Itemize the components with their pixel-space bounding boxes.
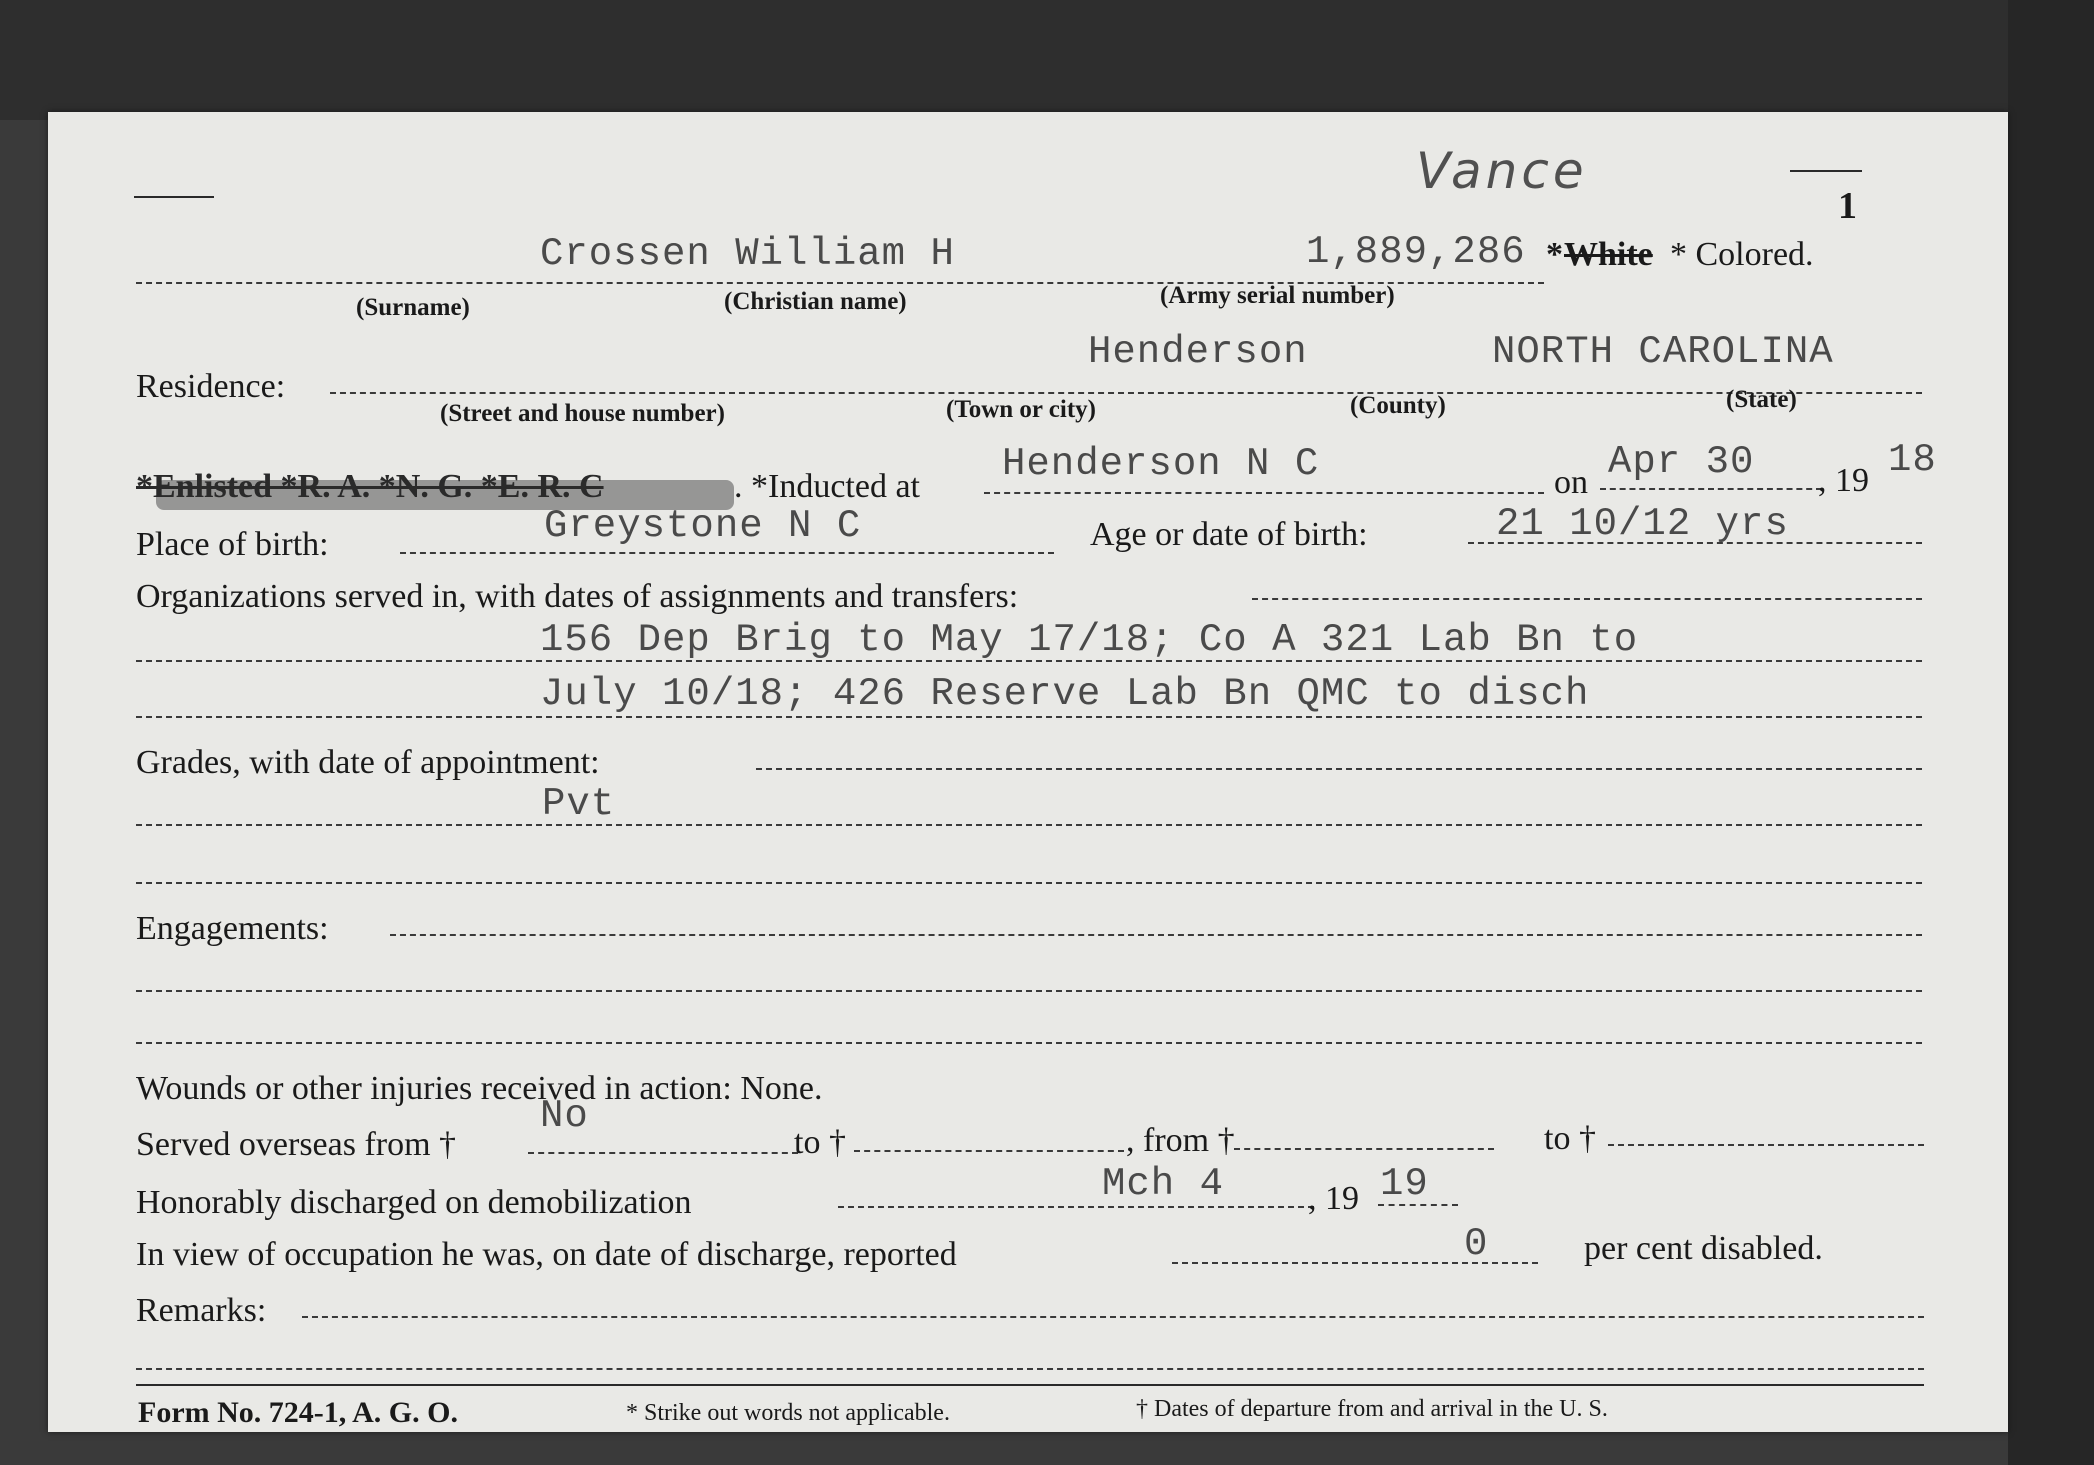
induction-year: 18 — [1888, 438, 1937, 482]
overseas-to2-line — [1608, 1144, 1924, 1146]
discharge-date-line — [838, 1206, 1314, 1208]
scan-background-right — [2008, 0, 2094, 1465]
disability-label: In view of occupation he was, on date of discharge, reported — [136, 1236, 957, 1273]
footer-note-dates: † Dates of departure from and arrival in the U. S. — [1136, 1396, 1608, 1422]
inducted-value: Henderson N C — [1002, 442, 1320, 486]
inducted-line — [984, 492, 1544, 494]
serial-caption: (Army serial number) — [1160, 282, 1395, 309]
overseas-to-1: to † — [794, 1124, 846, 1161]
remarks-label: Remarks: — [136, 1292, 267, 1329]
organizations-line-2: July 10/18; 426 Reserve Lab Bn QMC to disch — [540, 672, 1590, 716]
grades-rule-2 — [136, 882, 1922, 884]
grades-label: Grades, with date of appointment: — [136, 744, 600, 781]
disability-line — [1172, 1262, 1538, 1264]
discharge-label: Honorably discharged on demobilization — [136, 1184, 692, 1221]
organizations-rule-1 — [136, 660, 1922, 662]
place-of-birth-label: Place of birth: — [136, 526, 329, 563]
disability-value: 0 — [1464, 1222, 1489, 1266]
organizations-label: Organizations served in, with dates of assignments and transfers: — [136, 578, 1019, 615]
on-label: on — [1554, 464, 1588, 501]
race-white-struck: White — [1564, 236, 1653, 273]
service-record-card — [48, 112, 2008, 1432]
scan-background-top — [0, 0, 2094, 120]
place-of-birth-value: Greystone N C — [544, 504, 862, 548]
grades-rule-1 — [136, 824, 1922, 826]
organizations-line-0 — [1252, 598, 1922, 600]
age-line — [1468, 542, 1922, 544]
serial-value: 1,889,286 — [1306, 230, 1526, 274]
town-value: Henderson — [1088, 330, 1308, 374]
age-label: Age or date of birth: — [1090, 516, 1368, 553]
disability-suffix: per cent disabled. — [1584, 1230, 1823, 1267]
engagements-rule-1 — [136, 990, 1922, 992]
state-caption: (State) — [1726, 386, 1797, 413]
organizations-line-1: 156 Dep Brig to May 17/18; Co A 321 Lab Bn to — [540, 618, 1639, 662]
overseas-from2-line — [1234, 1148, 1494, 1150]
overseas-from-2: , from † — [1126, 1122, 1235, 1159]
discharge-year-prefix: , 19 — [1308, 1180, 1359, 1217]
surname-value: Crossen William H — [540, 232, 955, 276]
bottom-border — [136, 1384, 1924, 1386]
overseas-from-line — [528, 1152, 798, 1154]
engagements-rule-2 — [136, 1042, 1922, 1044]
town-caption: (Town or city) — [946, 396, 1096, 423]
residence-label: Residence: — [136, 368, 286, 405]
footer-note-strike: * Strike out words not applicable. — [626, 1400, 950, 1426]
inducted-label: . *Inducted at — [734, 468, 920, 505]
street-caption: (Street and house number) — [440, 400, 725, 427]
christian-name-caption: (Christian name) — [724, 288, 907, 315]
remarks-rule-1 — [136, 1368, 1924, 1370]
overseas-to-line — [854, 1150, 1124, 1152]
engagements-label: Engagements: — [136, 910, 329, 947]
surname-caption: (Surname) — [356, 294, 470, 321]
discharge-year: 19 — [1380, 1162, 1429, 1206]
organizations-rule-2 — [136, 716, 1922, 718]
engagements-line-0 — [390, 934, 1922, 936]
discharge-year-line — [1378, 1204, 1458, 1206]
form-number: Form No. 724-1, A. G. O. — [138, 1396, 458, 1429]
grades-line-0 — [756, 768, 1922, 770]
residence-line — [330, 392, 1922, 394]
page-number-rule — [1790, 170, 1862, 172]
overseas-value: No — [540, 1094, 589, 1138]
handwritten-county: Vance — [1416, 142, 1588, 200]
race-colored: * Colored. — [1670, 236, 1814, 273]
age-value: 21 10/12 yrs — [1496, 502, 1789, 546]
overseas-to-2: to † — [1544, 1120, 1596, 1157]
county-caption: (County) — [1350, 392, 1446, 419]
induction-date-line — [1600, 488, 1822, 490]
overseas-label: Served overseas from † — [136, 1126, 457, 1163]
remarks-line-0 — [302, 1316, 1924, 1318]
induction-date: Apr 30 — [1608, 440, 1755, 484]
state-value: NORTH CAROLINA — [1492, 330, 1834, 374]
induction-year-prefix: , 19 — [1818, 462, 1869, 499]
top-left-rule — [134, 196, 214, 198]
page-number: 1 — [1838, 185, 1857, 227]
race-asterisk: * — [1546, 236, 1563, 273]
enlisted-struck: *Enlisted *R. A. *N. G. *E. R. C — [136, 468, 604, 505]
wounds-label: Wounds or other injuries received in action: None. — [136, 1070, 823, 1107]
discharge-date: Mch 4 — [1102, 1162, 1225, 1206]
place-of-birth-line — [400, 552, 1054, 554]
grades-value: Pvt — [542, 782, 616, 826]
